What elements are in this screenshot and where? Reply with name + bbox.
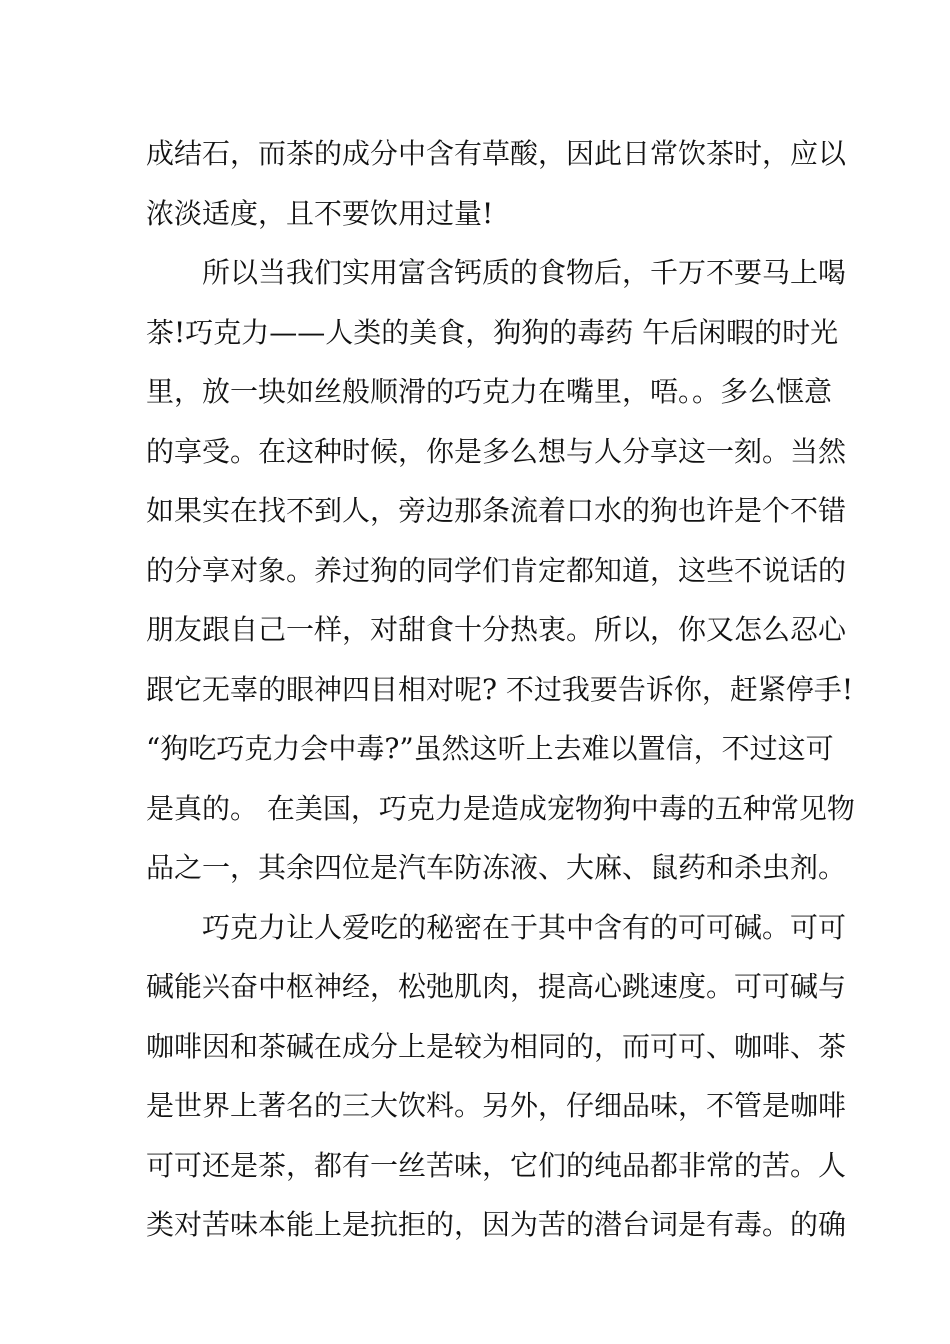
text-line: 茶!巧克力——人类的美食，狗狗的毒药 午后闲暇的时光: [146, 315, 839, 349]
text-line: 浓淡适度，且不要饮用过量!: [146, 196, 494, 230]
text-line: 咖啡因和茶碱在成分上是较为相同的，而可可、咖啡、茶: [146, 1029, 847, 1063]
text-line: 里，放一块如丝般顺滑的巧克力在嘴里，唔。。多么惬意: [146, 375, 833, 408]
text-line: 品之一，其余四位是汽车防冻液、大麻、鼠药和杀虫剂。: [146, 851, 847, 884]
text-line: 如果实在找不到人，旁边那条流着口水的狗也许是个不错: [146, 494, 847, 527]
text-line: 的享受。在这种时候，你是多么想与人分享这一刻。当然: [146, 434, 847, 468]
body-text: [146, 124, 855, 1255]
text-line: 朋友跟自己一样，对甜食十分热衷。所以，你又怎么忍心: [146, 613, 847, 646]
text-line: 类对苦味本能上是抗拒的，因为苦的潜台词是有毒。的确: [146, 1208, 847, 1241]
text-line: 碱能兴奋中枢神经，松弛肌肉，提高心跳速度。可可碱与: [146, 970, 847, 1003]
text-line: 是真的。 在美国，巧克力是造成宠物狗中毒的五种常见物: [146, 791, 855, 825]
text-line: 可可还是茶，都有一丝苦味，它们的纯品都非常的苦。人: [146, 1148, 847, 1182]
text-line: 是世界上著名的三大饮料。另外，仔细品味，不管是咖啡: [146, 1089, 847, 1122]
paragraph-start-line: 所以当我们实用富含钙质的食物后，千万不要马上喝: [146, 256, 847, 289]
text-line: 成结石，而茶的成分中含有草酸，因此日常饮茶时，应以: [146, 137, 847, 170]
text-line: 的分享对象。养过狗的同学们肯定都知道，这些不说话的: [146, 553, 847, 587]
text-line: 跟它无辜的眼神四目相对呢? 不过我要告诉你，赶紧停手!: [146, 672, 854, 706]
paragraph-start-line: 巧克力让人爱吃的秘密在于其中含有的可可碱。可可: [146, 910, 847, 944]
text-line: “狗吃巧克力会中毒?”虽然这听上去难以置信，不过这可: [146, 732, 834, 765]
